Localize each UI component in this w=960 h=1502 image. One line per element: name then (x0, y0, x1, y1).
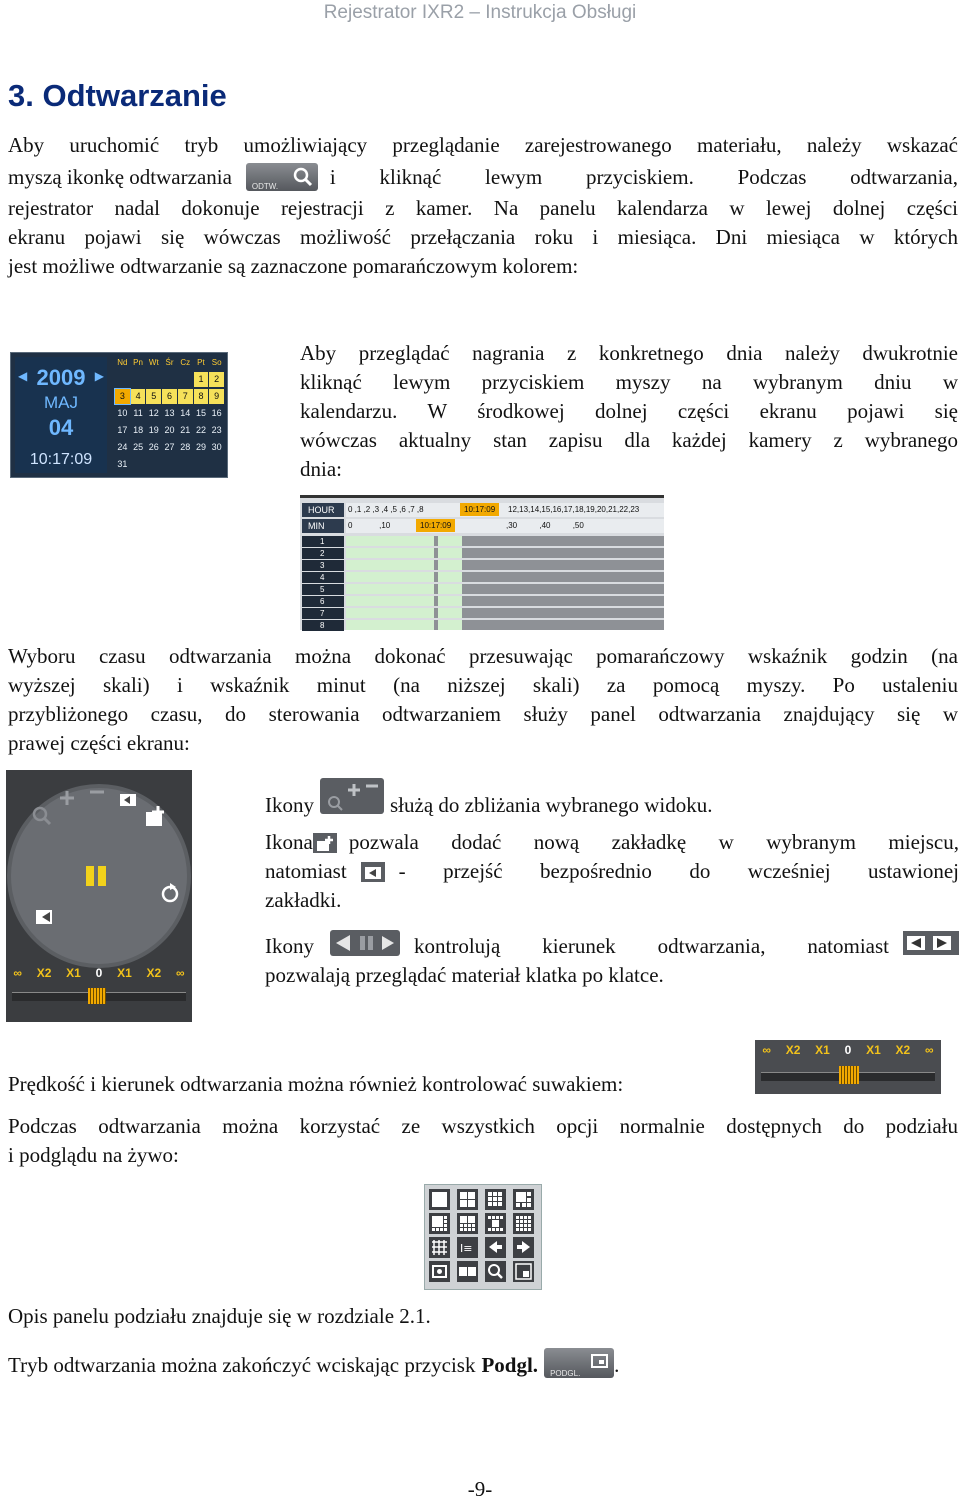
calendar-day: 04 (48, 415, 74, 440)
calendar-day-cell[interactable]: 12 (148, 408, 159, 418)
sequence-icon[interactable] (457, 1237, 478, 1258)
calendar-day-cell[interactable]: 2 (209, 372, 224, 387)
layout-6-icon[interactable] (513, 1189, 534, 1210)
speed-label: X1 (866, 1043, 881, 1057)
weekday: Wt (148, 358, 159, 367)
min-scale[interactable] (346, 519, 664, 533)
dir-text-b: kontrolują kierunek odtwarzania, natomiast (414, 934, 889, 958)
bm-text-2b: - przejść bezpośrednio do wcześniej ustawionej (398, 859, 959, 883)
calendar-empty-cell (115, 372, 130, 387)
select-paragraph (8, 642, 958, 758)
opis-text: Opis panelu podziału znajduje się w rozdziale 2.1. (8, 1304, 431, 1328)
bm-text-1b: pozwala dodać nową zakładkę w wybranym miejscu, (348, 830, 959, 854)
hour-scale-right: 12,13,14,15,16,17,18,19,20,21,22,23 (508, 505, 640, 514)
direction-buttons-icon (330, 930, 400, 956)
cal-text-2: kliknąć lewym przyciskiem myszy na wybranym dniu w (300, 370, 958, 394)
speed-label: ∞ (13, 966, 22, 980)
calendar-grid (115, 355, 225, 474)
hour-label: HOUR (302, 503, 344, 517)
intro-line-1: Aby uruchomić tryb umożliwiający przeglądanie zarejestrowanego materiału, należy wskazać (8, 133, 958, 157)
layout-13-icon[interactable] (485, 1213, 506, 1234)
calendar-paragraph (300, 339, 958, 484)
layout-4-icon[interactable] (457, 1189, 478, 1210)
weekday: Cz (180, 358, 191, 367)
zoom-buttons-icon (320, 778, 384, 814)
weekday: So (211, 358, 222, 367)
speed-label: X1 (815, 1043, 830, 1057)
calendar-day-cell[interactable]: 27 (164, 442, 175, 452)
calendar-month[interactable]: MAJ (44, 393, 78, 412)
calendar-day-cell[interactable]: 15 (195, 408, 206, 418)
calendar-date-panel (15, 357, 107, 473)
podgl-button-label: PODGL. (550, 1369, 581, 1378)
layout-16-icon[interactable] (513, 1213, 534, 1234)
calendar-day-cell[interactable]: 20 (164, 425, 175, 435)
bookmark-goto-icon[interactable] (120, 794, 136, 806)
calendar-week (115, 423, 225, 440)
camera-select-icon[interactable] (429, 1261, 450, 1282)
intro-line-4: ekranu pojawi się wówczas możliwość przełączania roku i miesiąca. Dni miesiąca w których (8, 225, 958, 249)
slider-line (8, 1070, 623, 1099)
slider-text: Prędkość i kierunek odtwarzania można również kontrolować suwakiem: (8, 1072, 624, 1096)
year-next-arrow-icon[interactable]: ▶ (94, 369, 104, 383)
odtw-button-label: ODTW. (251, 182, 279, 191)
calendar-day-cell[interactable]: 19 (148, 425, 159, 435)
camera-group-icon[interactable] (457, 1261, 478, 1282)
calendar-day-cell[interactable]: 22 (195, 425, 206, 435)
min-scale-right: ,30 ,40 ,50 (506, 521, 584, 530)
record-segment (346, 560, 434, 570)
calendar-week (115, 389, 225, 406)
calendar-empty-cell (194, 457, 209, 472)
bookmark-line-1 (265, 828, 959, 857)
bookmark-goto-icon (361, 862, 385, 882)
speed-label: X2 (36, 966, 52, 980)
dir-text-a: Ikony (265, 934, 314, 958)
bookmark-line-2 (265, 857, 959, 886)
min-marker[interactable]: 10:17:09 (416, 519, 455, 532)
grid-full-icon[interactable] (429, 1237, 450, 1258)
calendar-year[interactable]: 2009 (36, 365, 86, 390)
camera-number: 4 (302, 572, 344, 583)
arrow-right-icon[interactable] (513, 1237, 534, 1258)
zoom-text-a: Ikony (265, 793, 314, 817)
speed-label: X2 (895, 1043, 911, 1057)
zoom-line (265, 770, 959, 820)
calendar-week (115, 372, 225, 389)
camera-number: 1 (302, 536, 344, 547)
calendar-empty-cell (178, 372, 193, 387)
record-segment (346, 608, 434, 618)
end-text-c: . (614, 1353, 620, 1377)
record-segment (346, 548, 434, 558)
camera-record-bar[interactable] (346, 536, 664, 546)
calendar-day-cell[interactable]: 10 (117, 408, 128, 418)
camera-row (302, 596, 664, 607)
calendar-day-cell[interactable]: 6 (162, 389, 177, 404)
calendar-empty-cell (162, 372, 177, 387)
reverse-frame-icon[interactable] (36, 910, 52, 924)
opis-line (8, 1302, 431, 1331)
magnifier-icon (292, 166, 314, 188)
camera-number: 7 (302, 608, 344, 619)
calendar-empty-cell (178, 457, 193, 472)
calendar-day-cell[interactable]: 16 (211, 408, 222, 418)
magnifier-icon[interactable] (485, 1261, 506, 1282)
odtw-button-icon (246, 163, 318, 191)
calendar-empty-cell (162, 457, 177, 472)
arrow-left-icon[interactable] (485, 1237, 506, 1258)
calendar-day-cell[interactable]: 24 (117, 442, 128, 452)
record-segment (438, 560, 462, 570)
calendar-empty-cell (131, 372, 146, 387)
layout-9-icon[interactable] (485, 1189, 506, 1210)
calendar-empty-cell (131, 457, 146, 472)
weekday: Nd (117, 358, 128, 367)
camera-number: 2 (302, 548, 344, 559)
calendar-empty-cell (146, 372, 161, 387)
split-panel (424, 1184, 542, 1290)
icons-paragraph (265, 770, 959, 990)
frame-step-icon (903, 931, 959, 955)
min-label: MIN (302, 519, 344, 533)
camera-record-bar[interactable] (346, 620, 664, 630)
record-segment (438, 620, 462, 630)
speed-slider-handle[interactable] (839, 1066, 859, 1084)
weekday: Śr (165, 358, 174, 367)
hour-scale-left: 0 ,1 ,2 ,3 ,4 ,5 ,6 ,7 ,8 (348, 505, 424, 514)
end-text-bold: Podgl. (481, 1353, 539, 1377)
min-scale-row (300, 519, 664, 535)
speed-label: 0 (95, 966, 103, 980)
camera-record-bar[interactable] (346, 608, 664, 618)
camera-record-bar[interactable] (346, 548, 664, 558)
calendar-day-cell[interactable]: 31 (117, 459, 128, 469)
year-prev-arrow-icon[interactable]: ◀ (18, 369, 28, 383)
speed-label: ∞ (175, 966, 185, 980)
speed-slider-handle[interactable] (88, 988, 106, 1004)
camera-row (302, 584, 664, 595)
split-line-1: Podczas odtwarzania można korzystać ze wszystkich opcji normalnie dostępnych do podziału (8, 1114, 958, 1138)
weekday: Pt (197, 358, 205, 367)
speed-labels (6, 966, 192, 980)
select-line-3: przybliżonego czasu, do sterowania odtwarzaniem służy panel odtwarzania znajdujący się w (8, 702, 958, 726)
calendar-day-cell[interactable]: 14 (180, 408, 191, 418)
layout-1-icon[interactable] (429, 1189, 450, 1210)
podgl-button[interactable] (544, 1348, 614, 1378)
camera-number: 8 (302, 620, 344, 631)
calendar-day-cell[interactable]: 28 (180, 442, 191, 452)
camera-row (302, 560, 664, 571)
end-text-a: Tryb odtwarzania można zakończyć wciskając przycisk (8, 1353, 476, 1377)
select-line-4: prawej części ekranu: (8, 731, 190, 755)
bm-text-2a: natomiast (265, 859, 347, 883)
intro-paragraph (8, 131, 958, 281)
speed-label: ∞ (762, 1043, 771, 1057)
zoom-text-b: służą do zbliżania wybranego widoku. (390, 793, 713, 817)
calendar-panel (10, 352, 228, 478)
calendar-day-cell[interactable]: 7 (178, 389, 193, 404)
intro-line-2b: i kliknąć lewym przyciskiem. Podczas odtwarzania, (329, 164, 958, 189)
bm-text-1a: Ikona (265, 830, 313, 854)
hour-scale[interactable] (346, 503, 664, 517)
record-segment (346, 584, 434, 594)
calendar-day-cell[interactable]: 9 (209, 389, 224, 404)
calendar-day-cell[interactable]: 21 (180, 425, 191, 435)
hour-scale-row (300, 503, 664, 519)
select-line-2: wyższej skali) i wskaźnik minut (na niższej skali) za pomocą myszy. Po ustaleniu (8, 673, 958, 697)
direction-line (265, 932, 959, 961)
record-segment (438, 608, 462, 618)
camera-record-bar[interactable] (346, 584, 664, 594)
playback-control-panel (6, 770, 192, 1022)
camera-row (302, 608, 664, 619)
calendar-week (115, 457, 225, 474)
min-scale-left: 0 ,10 (348, 521, 391, 530)
calendar-day-cell[interactable]: 18 (133, 425, 144, 435)
record-segment (438, 572, 462, 582)
layout-8-icon[interactable] (429, 1213, 450, 1234)
recording-timeline (300, 495, 664, 630)
intro-line-5: jest możliwe odtwarzanie są zaznaczone pomarańczowym kolorem: (8, 254, 579, 278)
calendar-day-cell[interactable]: 30 (211, 442, 222, 452)
page-number: -9- (467, 1477, 493, 1501)
calendar-day-cell[interactable]: 8 (194, 389, 209, 404)
intro-line-3: rejestrator nadal dokonuje rejestracji z kamer. Na panelu kalendarza w lewej dolnej części (8, 196, 958, 220)
camera-row (302, 548, 664, 559)
fullscreen-icon[interactable] (513, 1261, 534, 1282)
calendar-day-cell[interactable]: 3 (115, 389, 130, 404)
calendar-day-cell[interactable]: 4 (131, 389, 146, 404)
cal-text-1: Aby przeglądać nagrania z konkretnego dnia należy dwukrotnie (300, 341, 958, 365)
bookmark-add-icon (313, 833, 337, 853)
calendar-day-cell[interactable]: 1 (194, 372, 209, 387)
monitor-icon (591, 1354, 609, 1370)
speed-label: X2 (146, 966, 162, 980)
speed-slider-image (755, 1040, 941, 1094)
camera-row (302, 536, 664, 547)
calendar-empty-cell (209, 457, 224, 472)
speed-label: X1 (66, 966, 81, 980)
calendar-empty-cell (146, 457, 161, 472)
record-segment (346, 536, 434, 546)
hour-marker[interactable]: 10:17:09 (460, 503, 499, 516)
playback-dial (6, 770, 192, 1022)
cal-text-5: dnia: (300, 457, 342, 481)
calendar-week (115, 440, 225, 457)
camera-record-bar[interactable] (346, 596, 664, 606)
bm-text-3: zakładki. (265, 888, 342, 912)
camera-number: 6 (302, 596, 344, 607)
split-paragraph (8, 1112, 958, 1170)
camera-record-bar[interactable] (346, 572, 664, 582)
calendar-day-cell[interactable]: 5 (146, 389, 161, 404)
record-segment (438, 596, 462, 606)
weekday: Pn (133, 358, 143, 367)
record-segment (438, 584, 462, 594)
camera-row (302, 572, 664, 583)
speed-labels-2 (755, 1043, 941, 1057)
record-segment (438, 548, 462, 558)
select-line-1: Wyboru czasu odtwarzania można dokonać przesuwając pomarańczowy wskaźnik godzin (na (8, 644, 958, 668)
section-title: 3. Odtwarzanie (8, 78, 227, 113)
split-line-2: i podglądu na żywo: (8, 1143, 179, 1167)
calendar-week (115, 406, 225, 423)
speed-label: ∞ (924, 1043, 934, 1057)
page-header: Rejestrator IXR2 – Instrukcja Obsługi (323, 2, 637, 23)
calendar-day-cell[interactable]: 11 (133, 408, 143, 418)
speed-label: X1 (117, 966, 132, 980)
record-segment (346, 572, 434, 582)
camera-number: 5 (302, 584, 344, 595)
cal-text-3: kalendarzu. W środkowej dolnej części ekranu pojawi się (300, 399, 958, 423)
calendar-day-cell[interactable]: 13 (164, 408, 175, 418)
calendar-weeks (115, 372, 225, 474)
record-segment (346, 620, 434, 630)
calendar-weekdays (115, 355, 225, 372)
layout-10-icon[interactable] (457, 1213, 478, 1234)
record-segment (346, 596, 434, 606)
record-segment (438, 536, 462, 546)
camera-row (302, 620, 664, 631)
intro-line-2a: myszą ikonkę odtwarzania (8, 164, 232, 189)
calendar-time: 10:17:09 (29, 451, 93, 468)
cal-text-4: wówczas aktualny stan zapisu dla każdej kamery z wybranego (300, 428, 958, 452)
calendar-day-cell[interactable]: 25 (133, 442, 144, 452)
calendar-day-cell[interactable]: 26 (148, 442, 159, 452)
speed-label: X2 (785, 1043, 801, 1057)
speed-label: 0 (844, 1043, 852, 1057)
camera-record-bar[interactable] (346, 560, 664, 570)
calendar-day-cell[interactable]: 23 (211, 425, 222, 435)
svg-text:I≡: I≡ (460, 1242, 473, 1255)
intro-line-2 (8, 160, 958, 194)
dir-text-l2: pozwalają przeglądać materiał klatka po klatce. (265, 963, 664, 987)
end-line (8, 1348, 619, 1380)
calendar-day-cell[interactable]: 17 (117, 425, 128, 435)
calendar-day-cell[interactable]: 29 (195, 442, 206, 452)
camera-number: 3 (302, 560, 344, 571)
